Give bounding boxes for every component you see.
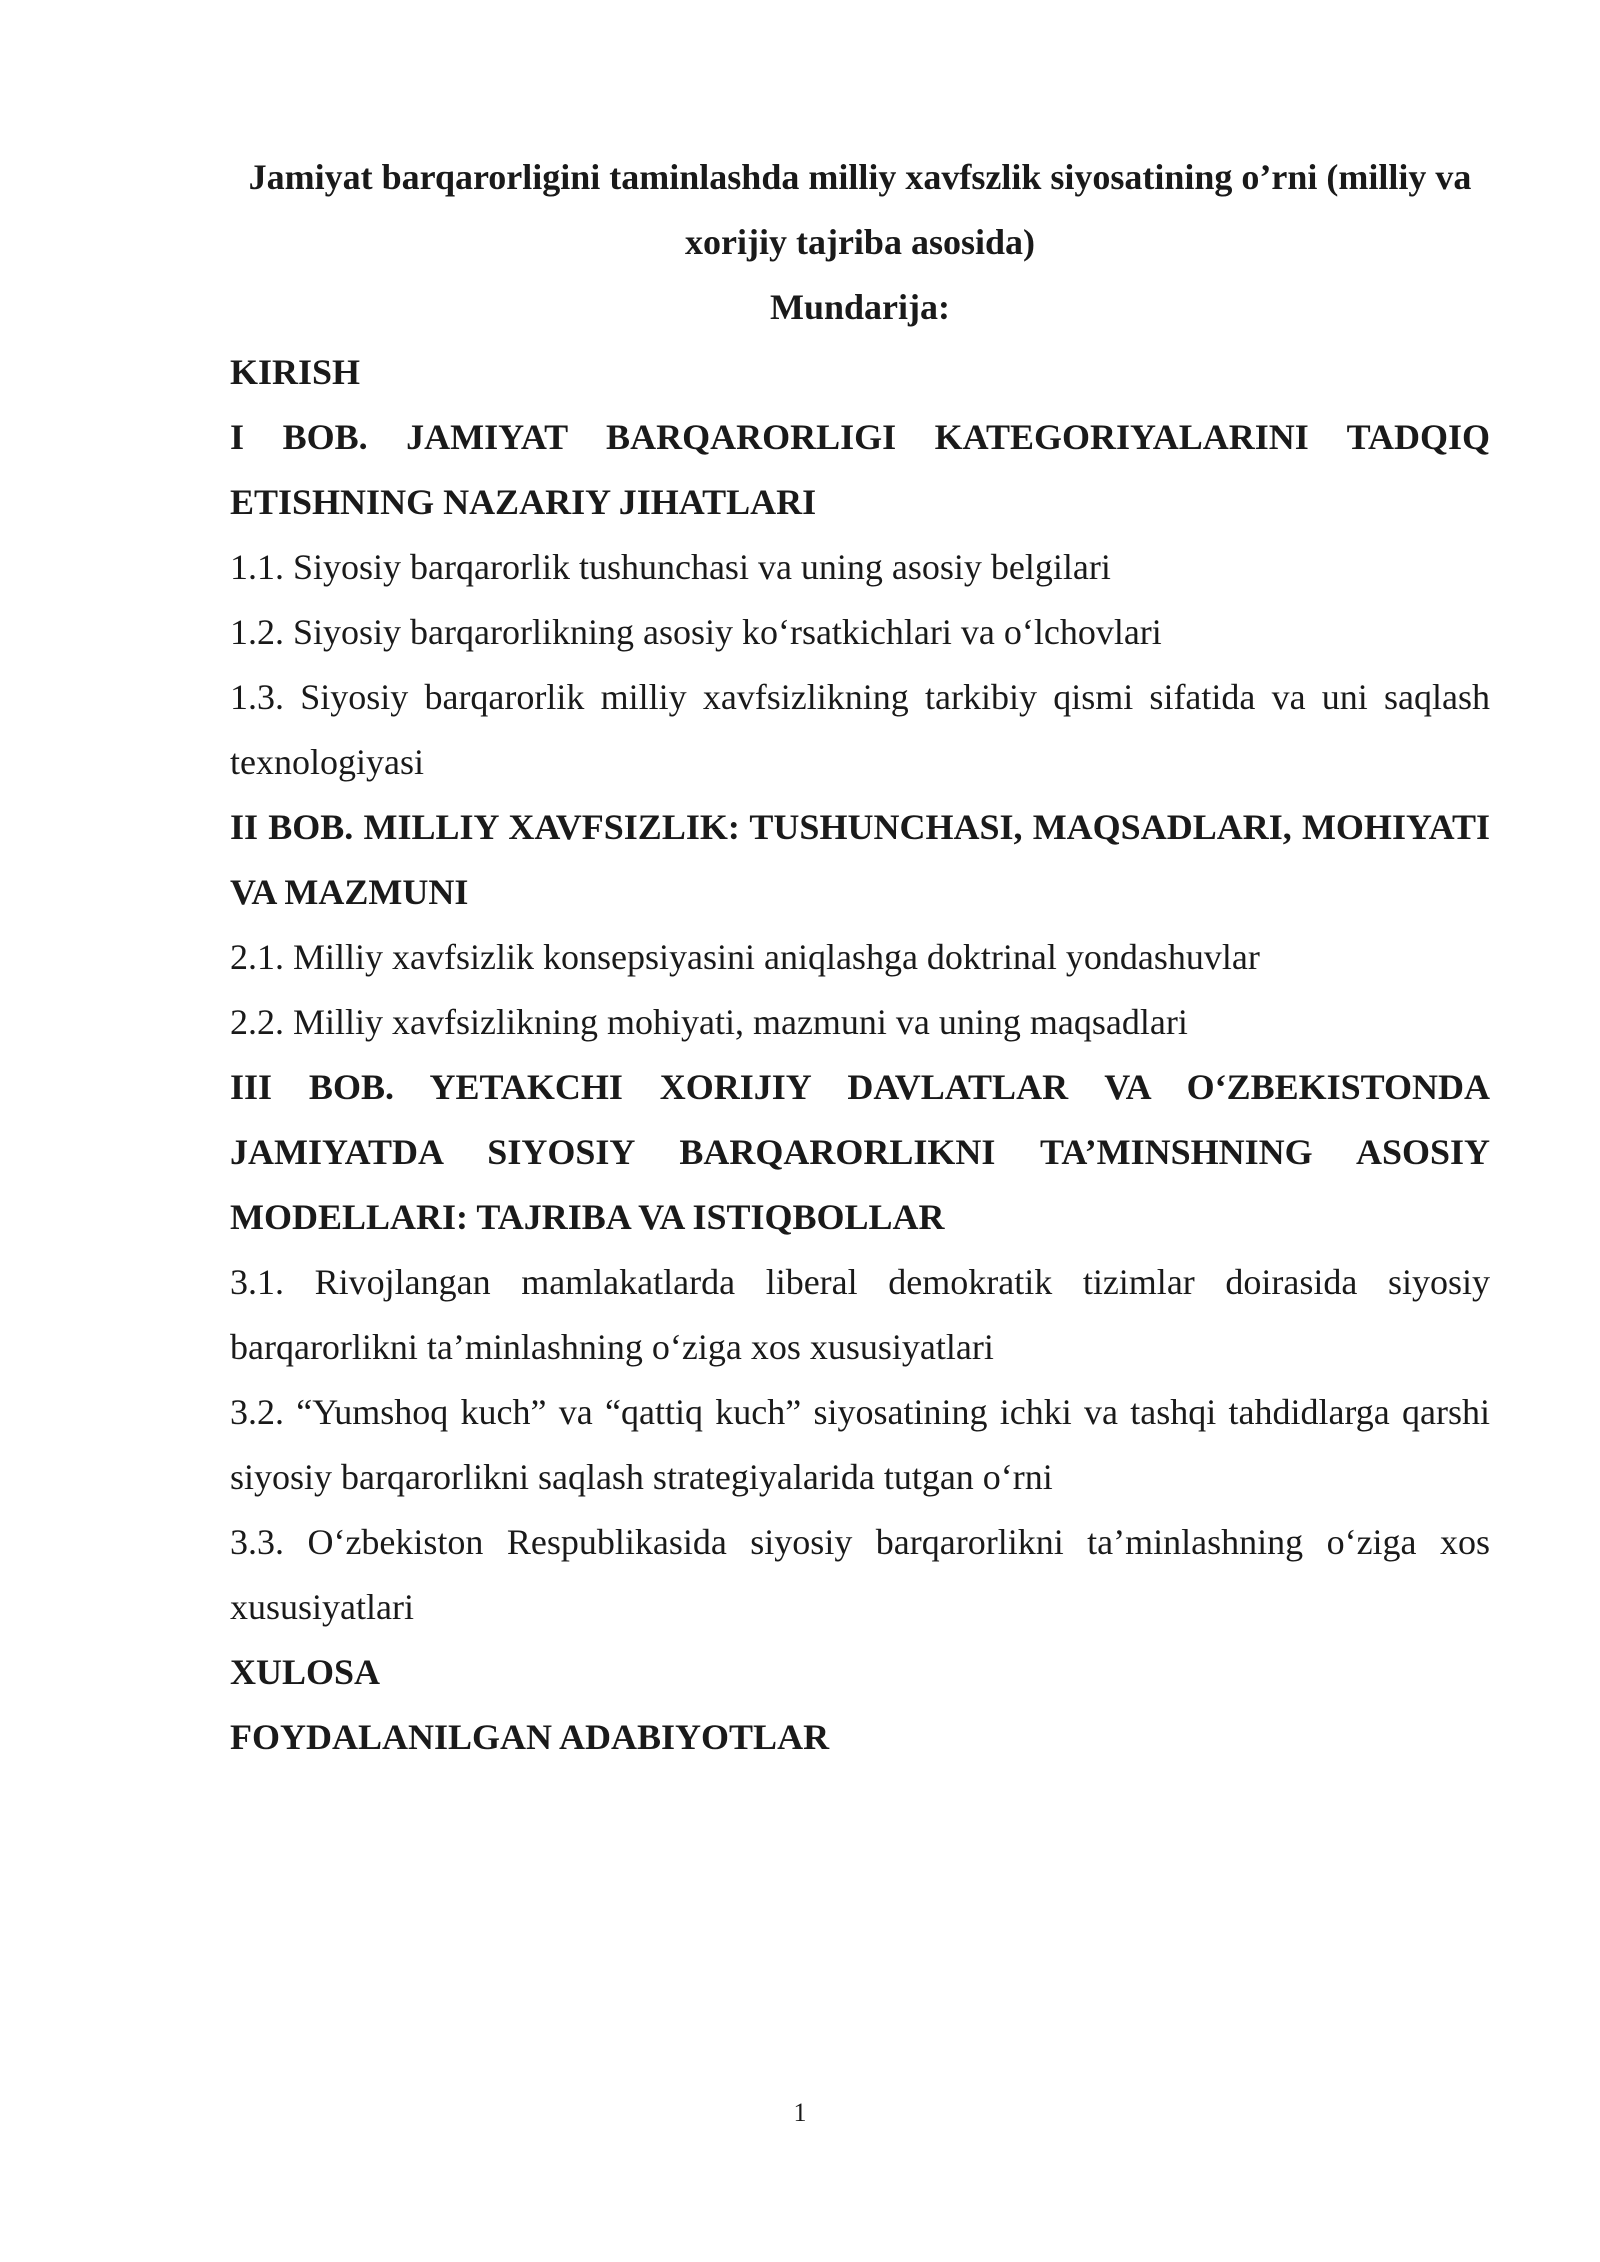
toc-entry-section-1-2: 1.2. Siyosiy barqarorlikning asosiy ko‘rsatkichlari va o‘lchovlari	[230, 612, 1162, 652]
toc-entry-section-2-1: 2.1. Milliy xavfsizlik konsepsiyasini aniqlashga doktrinal yondashuvlar	[230, 937, 1260, 977]
table-of-contents	[230, 340, 1490, 1770]
page-number: 1	[793, 2098, 807, 2127]
toc-entry-section-3-2: 3.2. “Yumshoq kuch” va “qattiq kuch” siyosatining ichki va tashqi tahdidlarga qarshi siyosiy barqarorlikni saqlash strategiyalarida tutgan o‘rni	[230, 1392, 1490, 1497]
toc-entry-section-1-3: 1.3. Siyosiy barqarorlik milliy xavfsizlikning tarkibiy qismi sifatida va uni saqlash texnologiyasi	[230, 677, 1490, 782]
toc-entry-conclusion: XULOSA	[230, 1652, 381, 1692]
toc-entry-chapter-3: III BOB. YETAKCHI XORIJIY DAVLATLAR VA O‘ZBEKISTONDA JAMIYATDA SIYOSIY BARQARORLIKNI TA’MINSHNING ASOSIY MODELLARI: TAJRIBA VA ISTIQBOLLAR	[230, 1067, 1490, 1237]
toc-entry-chapter-1: I BOB. JAMIYAT BARQARORLIGI KATEGORIYALARINI TADQIQ ETISHNING NAZARIY JIHATLARI	[230, 417, 1490, 522]
toc-entry-chapter-2: II BOB. MILLIY XAVFSIZLIK: TUSHUNCHASI, MAQSADLARI, MOHIYATI VA MAZMUNI	[230, 807, 1490, 912]
toc-heading: Mundarija:	[770, 287, 950, 327]
toc-entry-section-3-3: 3.3. O‘zbekiston Respublikasida siyosiy barqarorlikni ta’minlashning o‘ziga xos xususiyatlari	[230, 1522, 1490, 1627]
document-title: Jamiyat barqarorligini taminlashda milliy xavfszlik siyosatining o’rni (milliy va xorijiy tajriba asosida)	[248, 157, 1472, 262]
toc-entry-section-2-2: 2.2. Milliy xavfsizlikning mohiyati, mazmuni va uning maqsadlari	[230, 1002, 1188, 1042]
toc-entry-introduction: KIRISH	[230, 352, 361, 392]
toc-entry-section-3-1: 3.1. Rivojlangan mamlakatlarda liberal demokratik tizimlar doirasida siyosiy barqarorlikni ta’minlashning o‘ziga xos xususiyatlari	[230, 1262, 1490, 1367]
toc-entry-section-1-1: 1.1. Siyosiy barqarorlik tushunchasi va uning asosiy belgilari	[230, 547, 1111, 587]
toc-entry-references: FOYDALANILGAN ADABIYOTLAR	[230, 1717, 830, 1757]
